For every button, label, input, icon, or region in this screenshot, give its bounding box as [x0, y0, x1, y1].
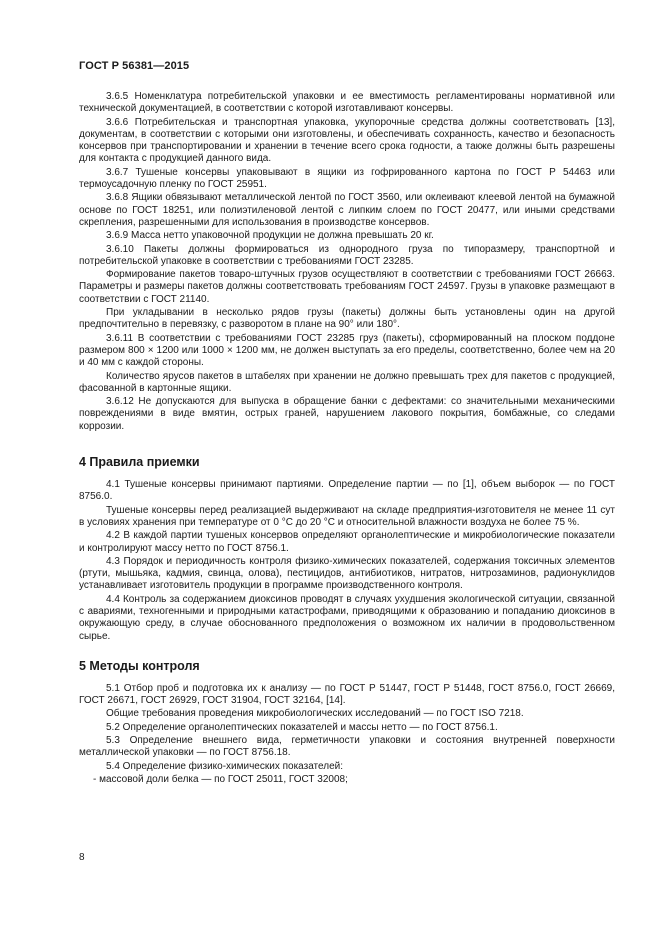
paragraph-storage: Тушеные консервы перед реализацией выдерживают на складе предприятия-изготовителя не менее 11 сут в условиях хранения при температуре от 0 °С до 20 °С и относительной влажности воздуха не более 75 %.	[79, 504, 615, 528]
paragraph-3-6-8: 3.6.8 Ящики обвязывают металлической лентой по ГОСТ 3560, или оклеивают клеевой лентой на бумажной основе по ГОСТ 18251, или полиэтиленовой лентой с липким слоем по ГОСТ 20477, или иными средствами скрепления, разрешенными для использования в производстве консервов.	[79, 192, 615, 228]
page-number: 8	[79, 852, 85, 863]
paragraph-3-6-7: 3.6.7 Тушеные консервы упаковывают в ящики из гофрированного картона по ГОСТ Р 54463 или термоусадочную пленку по ГОСТ 25951.	[79, 166, 615, 191]
section-5-heading: 5 Методы контроля	[79, 658, 200, 673]
paragraph-5-3: 5.3 Определение внешнего вида, герметичности упаковки и состояния внутренней поверхности металлической упаковки — по ГОСТ 8756.18.	[79, 735, 615, 759]
paragraph-3-6-10: 3.6.10 Пакеты должны формироваться из однородного груза по типоразмеру, транспортной и потребительской упаковке в соответствии с требованиями ГОСТ 23285.	[79, 243, 615, 267]
document-body	[79, 91, 615, 787]
paragraph-4-3: 4.3 Порядок и периодичность контроля физико-химических показателей, содержания токсичных элементов (ртути, мышьяка, кадмия, свинца, олова), пестицидов, антибиотиков, нитратов, нитрозаминов, радионуклидов устанавливает изготовитель продукции в программе производственного контроля.	[79, 555, 615, 592]
paragraph-5-4: 5.4 Определение физико-химических показателей:	[106, 760, 344, 772]
paragraph-5-2: 5.2 Определение органолептических показателей и массы нетто — по ГОСТ 8756.1.	[106, 721, 498, 733]
section-4-heading: 4 Правила приемки	[79, 455, 200, 470]
paragraph-3-6-6: 3.6.6 Потребительская и транспортная упаковка, укупорочные средства должны соответствовать [13], документам, в соответствии с которыми они изготовлены, и обеспечивать сохранность, качество и безопасность консервов при транспортировании и хранении в течение всего срока годности, а также должны быть разрешены для контакта с продукцией данного вида.	[79, 116, 615, 165]
paragraph-4-2: 4.2 В каждой партии тушеных консервов определяют органолептические и микробиологические показатели и контролируют массу нетто по ГОСТ 8756.1.	[79, 530, 615, 554]
standard-id-header: ГОСТ Р 56381—2015	[79, 60, 190, 72]
paragraph-3-6-5: 3.6.5 Номенклатура потребительской упаковки и ее вместимость регламентированы нормативной или технической документацией, в соответствии с которой изготавливают консервы.	[79, 91, 615, 115]
paragraph-tiers: Количество ярусов пакетов в штабелях при хранении не должно превышать трех для пакетов с продукцией, фасованной в картонные ящики.	[79, 370, 615, 394]
paragraph-4-4: 4.4 Контроль за содержанием диоксинов проводят в случаях ухудшения экологической ситуации, связанной с авариями, техногенными и природными катастрофами, приводящими к образованию и попаданию диоксинов в окружающую среду, в случае обоснованного предположения о возможном их наличии в продовольственном сырье.	[79, 593, 615, 642]
paragraph-stacking: При укладывании в несколько рядов грузы (пакеты) должны быть установлены один на другой предпочтительно в перевязку, с разворотом в плане на 90° или 180°.	[79, 307, 615, 331]
paragraph-microbio: Общие требования проведения микробиологических исследований — по ГОСТ ISO 7218.	[106, 708, 524, 720]
paragraph-3-6-11: 3.6.11 В соответствии с требованиями ГОСТ 23285 груз (пакеты), сформированный на плоском поддоне размером 800 × 1200 или 1000 × 1200 мм, не должен выступать за его пределы, соответственно, более чем на 20 и 40 мм с каждой стороны.	[79, 332, 615, 369]
paragraph-5-1: 5.1 Отбор проб и подготовка их к анализу — по ГОСТ Р 51447, ГОСТ Р 51448, ГОСТ 8756.0, ГОСТ 26669, ГОСТ 26671, ГОСТ 26929, ГОСТ 31904, ГОСТ 32164, [14].	[79, 682, 615, 707]
paragraph-3-6-9: 3.6.9 Масса нетто упаковочной продукции не должна превышать 20 кг.	[106, 230, 434, 242]
paragraph-4-1: 4.1 Тушеные консервы принимают партиями. Определение партии — по [1], объем выборок — по ГОСТ 8756.0.	[79, 479, 615, 503]
paragraph-packet-forming: Формирование пакетов товаро-штучных грузов осуществляют в соответствии с требованиями ГОСТ 26663. Параметры и размеры пакетов должны соответствовать требованиям ГОСТ 24597. Грузы в упаковке размещают в соответствии с ГОСТ 21140.	[79, 269, 615, 305]
list-item: - массовой доли белка — по ГОСТ 25011, ГОСТ 32008;	[93, 773, 348, 785]
paragraph-3-6-12: 3.6.12 Не допускаются для выпуска в обращение банки с дефектами: со значительными механическими повреждениями в виде вмятин, острых граней, нарушением лакового покрытия, бомбажные, со следами коррозии.	[79, 396, 615, 432]
